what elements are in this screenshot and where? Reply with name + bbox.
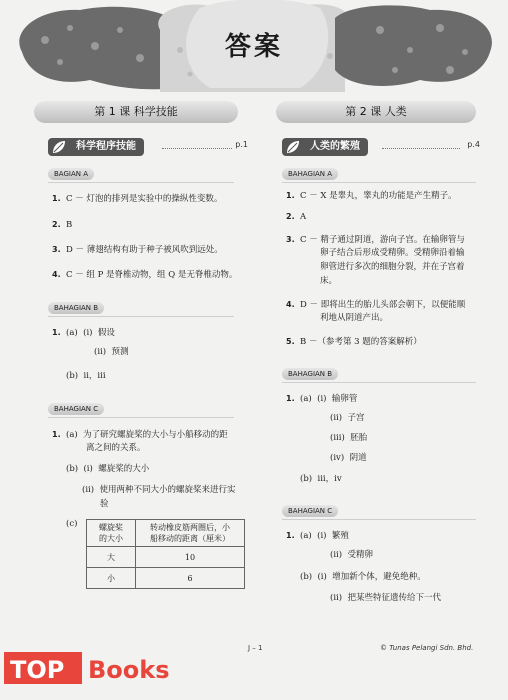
table-row [87,568,245,589]
section-c-label: BAHAGIAN C [48,403,104,415]
right-b1-aiv: (iv) 阴道 [330,453,367,463]
divider [48,417,234,418]
right-a3-cont3: 床。 [320,276,338,286]
section-b-label: BAHAGIAN B [48,302,104,314]
right-b1-b: (b) iii，iv [300,474,342,484]
left-c1-bii-cont: 验 [100,499,109,509]
right-a3: 3. C － 精子通过阴道，游向子宫。在输卵管与 [286,235,465,245]
right-a1: 1. C － X 是睾丸，睾丸的功能是产生精子。 [286,191,457,201]
left-b1-aii: (ii) 预测 [94,347,129,357]
left-b1: 1. (a) (i) 假设 [52,328,115,338]
lesson-2-header: 第 2 课 人类 [276,101,476,123]
table-header-cell: 转动橡皮筋两圈后，小 船移动的距离（厘米） [136,520,245,547]
right-c1-aii: (ii) 受精卵 [330,550,373,560]
svg-text:TOP: TOP [10,656,65,684]
page-number: J – 1 [248,644,263,652]
table-cell: 大 [87,547,136,568]
answer-table [86,519,245,589]
table-header-cell: 螺旋桨 的大小 [87,520,136,547]
dotted-leader [382,148,460,149]
left-c1-a: 1. (a) 为了研究螺旋桨的大小与小船移动的距 [52,430,228,440]
topic-page-ref: p.1 [235,140,248,149]
divider [282,382,476,383]
left-a4: 4. C － 组 P 是脊椎动物，组 Q 是无脊椎动物。 [52,270,238,280]
right-a3-cont2: 卵管进行多次的细胞分裂，并在子宫着 [320,262,465,272]
right-c1-bii: (ii) 把某些特征遗传给下一代 [330,593,441,603]
section-a-label: BAGIAN A [48,168,94,180]
table-cell: 6 [136,568,245,589]
left-a1: 1. C － 灯泡的排列是实验中的操纵性变数。 [52,194,223,204]
divider [48,316,234,317]
right-a5: 5. B －（参考第 3 题的答案解析） [286,337,422,347]
left-a3: 3. D － 薄翅结构有助于种子被风吹到远处。 [52,245,223,255]
section-a-label: BAHAGIAN A [282,168,338,180]
table-row [87,520,245,547]
right-b1: 1. (a) (i) 输卵管 [286,394,358,404]
left-c1-bi: (b) (i) 螺旋桨的大小 [66,464,150,474]
page-title: 答案 [224,32,283,62]
right-c1-bi: (b) (i) 增加新个体，避免绝种。 [300,572,426,582]
topic-name: 科学程序技能 [76,141,136,152]
section-b-label: BAHAGIAN B [282,368,338,380]
section-c-label: BAHAGIAN C [282,505,338,517]
topbooks-logo [4,648,184,688]
right-a2: 2. A [286,212,307,222]
topic-page-ref: p.4 [467,140,480,149]
left-b1-b: (b) ii，iii [66,371,106,381]
right-b1-aii: (ii) 子宫 [330,413,365,423]
leaf-icon [51,139,67,155]
table-row [87,547,245,568]
publisher-credit: © Tunas Pelangi Sdn. Bhd. [380,644,474,652]
table-cell: 10 [136,547,245,568]
topic-human-reproduction [282,138,480,156]
divider [282,182,476,183]
left-c1-a-cont: 离之间的关系。 [86,443,146,453]
table-cell: 小 [87,568,136,589]
left-a2: 2. B [52,220,73,230]
topic-label [48,138,144,156]
divider [282,519,476,520]
right-c1-ai: 1. (a) (i) 繁殖 [286,531,349,541]
leaf-icon [285,139,301,155]
svg-text:Books: Books [88,656,170,684]
right-a4: 4. D － 即将出生的胎儿头部会朝下，以便能顺 [286,300,466,310]
left-c1-c: (c) [66,519,78,529]
divider [48,182,234,183]
topic-label [282,138,368,156]
lesson-1-header: 第 1 课 科学技能 [34,101,238,123]
left-c1-bii: (ii) 使用两种不同大小的螺旋桨来进行实 [82,485,236,495]
dotted-leader [162,148,232,149]
right-a3-cont1: 卵子结合后形成受精卵。受精卵沿着输 [320,248,465,258]
right-b1-aiii: (iii) 胚胎 [330,433,368,443]
right-a4-cont: 利地从阴道产出。 [320,313,389,323]
topic-name: 人类的繁殖 [310,141,360,152]
topic-science-process-skills [48,138,248,156]
